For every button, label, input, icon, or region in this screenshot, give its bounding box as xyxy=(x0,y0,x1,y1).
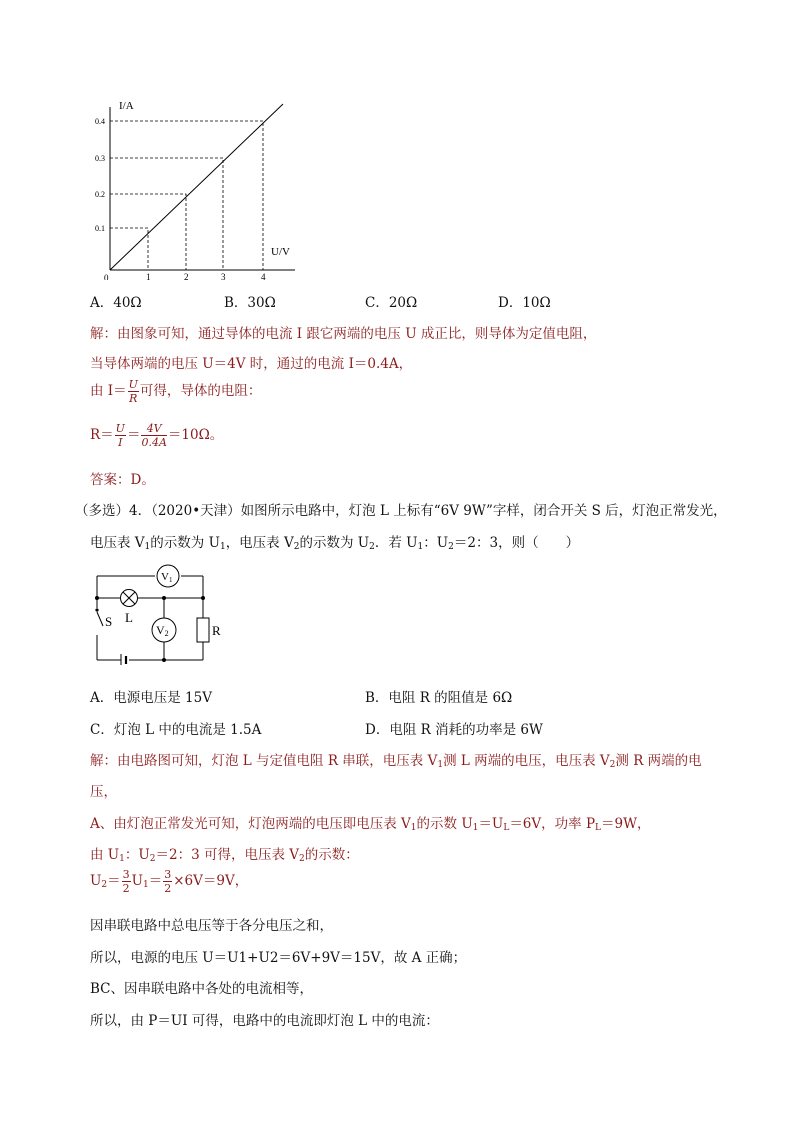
q3-option-c[interactable]: C．20Ω xyxy=(365,295,418,311)
y-tick-3: 0.3 xyxy=(95,154,105,163)
x-tick-4: 4 xyxy=(261,272,266,280)
q3-solution-line3: 由 I＝ $\frac{U}{R}$ 可得，导体的电阻： xyxy=(90,378,262,405)
q4-solution-line1b: 压， xyxy=(90,784,117,800)
q4-stem-line1: （多选）4．（2020•天津）如图所示电路中，灯泡 L 上标有“6V 9W”字样，闭合开关 S 后，灯泡正常发光， xyxy=(75,503,727,519)
switch-symbol xyxy=(97,612,103,626)
x-axis-label: U/V xyxy=(271,246,290,258)
q4-solution-line2: A、由灯泡正常发光可知，灯泡两端的电压即电压表 $V_1$的示数 $U_1=U_L=6V$，功率 $P_L=9W$， xyxy=(90,816,651,833)
origin-label: 0 xyxy=(104,273,109,280)
switch-label: S xyxy=(105,614,113,629)
q4-solution-line5: 因串联电路中总电压等于各分电压之和， xyxy=(90,918,333,934)
y-axis-label: I/A xyxy=(119,100,134,112)
x-tick-1: 1 xyxy=(146,272,151,280)
circuit-diagram xyxy=(85,560,235,665)
y-tick-2: 0.2 xyxy=(95,190,105,199)
q4-solution-line6: 所以，电源的电压 U＝U1+U2＝6V+9V＝15V，故 A 正确； xyxy=(90,950,467,966)
q4-stem-line2: 电压表 $V_1$的示数为 $U_1$，电压表 $V_2$的示数为 $U_2$．若 $U_1$：$U_2=2$：3，则（ ） xyxy=(90,535,580,552)
q3-option-b[interactable]: B．30Ω xyxy=(224,295,276,311)
q3-solution-line1: 解：由图象可知，通过导体的电流 I 跟它两端的电压 U 成正比，则导体为定值电阻， xyxy=(90,326,597,342)
q4-solution-line4: $U_2=$ $\frac{3}{2}$ $U_1=$ $\frac{3}{2}$ ×6V＝9V， xyxy=(90,868,249,895)
iu-line xyxy=(110,104,283,270)
q4-solution-line1: 解：由电路图可知，灯泡 L 与定值电阻 R 串联，电压表 $V_1$测 L 两端的电压，电压表 $V_2$测 R 两端的电 xyxy=(90,753,702,770)
q3-solution-line2: 当导体两端的电压 U＝4V 时，通过的电流 I＝0.4A， xyxy=(90,356,413,372)
svg-text:V2: V2 xyxy=(156,623,169,638)
y-tick-4: 0.4 xyxy=(95,117,105,126)
q3-option-d[interactable]: D．10Ω xyxy=(498,295,551,311)
q4-option-a[interactable]: A．电源电压是 15V xyxy=(90,690,212,706)
q4-option-d[interactable]: D．电阻 R 消耗的功率是 6W xyxy=(365,722,543,738)
q3-answer: 答案：D。 xyxy=(90,472,155,488)
x-tick-3: 3 xyxy=(221,272,226,280)
q4-option-c[interactable]: C．灯泡 L 中的电流是 1.5A xyxy=(90,722,262,738)
q3-option-a[interactable]: A．40Ω xyxy=(90,295,142,311)
q3-solution-line4: R＝ $\frac{U}{I}$ ＝ $\frac{4V}{0.4A}$ ＝10Ω。 xyxy=(90,422,224,449)
resistor-label: R xyxy=(212,623,221,638)
svg-text:V1: V1 xyxy=(161,571,173,584)
q4-solution-line3: 由 $U_1$：$U_2=2$：3 可得，电压表 $V_2$的示数： xyxy=(90,847,359,864)
q4-option-b[interactable]: B．电阻 R 的阻值是 6Ω xyxy=(365,690,513,706)
q4-solution-line8: 所以，由 P＝UI 可得，电路中的电流即灯泡 L 中的电流： xyxy=(90,1013,439,1029)
lamp-label: L xyxy=(125,610,133,625)
q4-solution-line7: BC、因串联电路中各处的电流相等， xyxy=(90,981,314,997)
iu-graph xyxy=(95,95,305,280)
y-tick-1: 0.1 xyxy=(95,224,105,233)
resistor-symbol xyxy=(197,618,209,642)
x-tick-2: 2 xyxy=(184,272,189,280)
